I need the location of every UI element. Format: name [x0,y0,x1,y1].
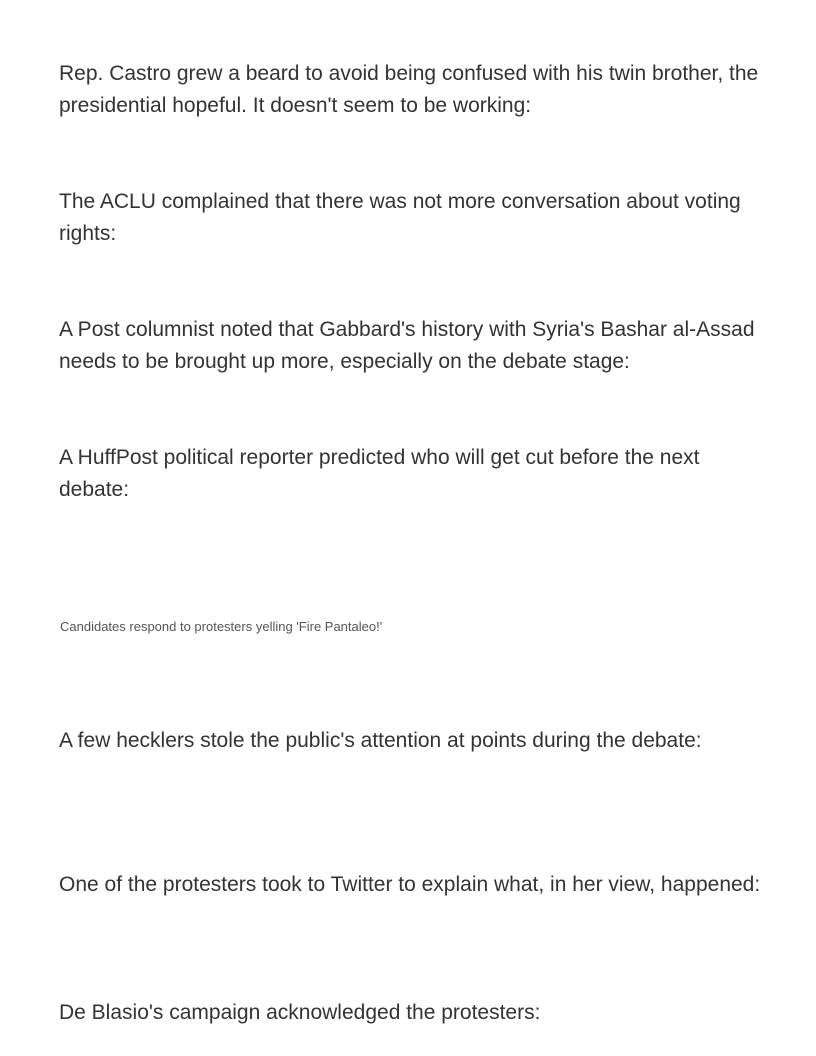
paragraph-de-blasio-campaign: De Blasio's campaign acknowledged the protesters: [59,1001,541,1024]
paragraph-castro-beard: Rep. Castro grew a beard to avoid being confused with his twin brother, the presidential hopeful. It doesn't seem to be working: [59,62,759,117]
paragraph-hecklers: A few hecklers stole the public's attention at points during the debate: [59,729,702,752]
paragraph-aclu-voting-rights: The ACLU complained that there was not more conversation about voting rights: [59,190,741,245]
paragraph-protester-twitter: One of the protesters took to Twitter to explain what, in her view, happened: [59,873,761,896]
paragraph-gabbard-assad: A Post columnist noted that Gabbard's history with Syria's Bashar al-Assad needs to be brought up more, especially on the debate stage: [59,318,755,373]
video-caption: Candidates respond to protesters yelling 'Fire Pantaleo!' [60,619,383,634]
paragraph-huffpost-prediction: A HuffPost political reporter predicted who will get cut before the next debate: [59,446,700,501]
